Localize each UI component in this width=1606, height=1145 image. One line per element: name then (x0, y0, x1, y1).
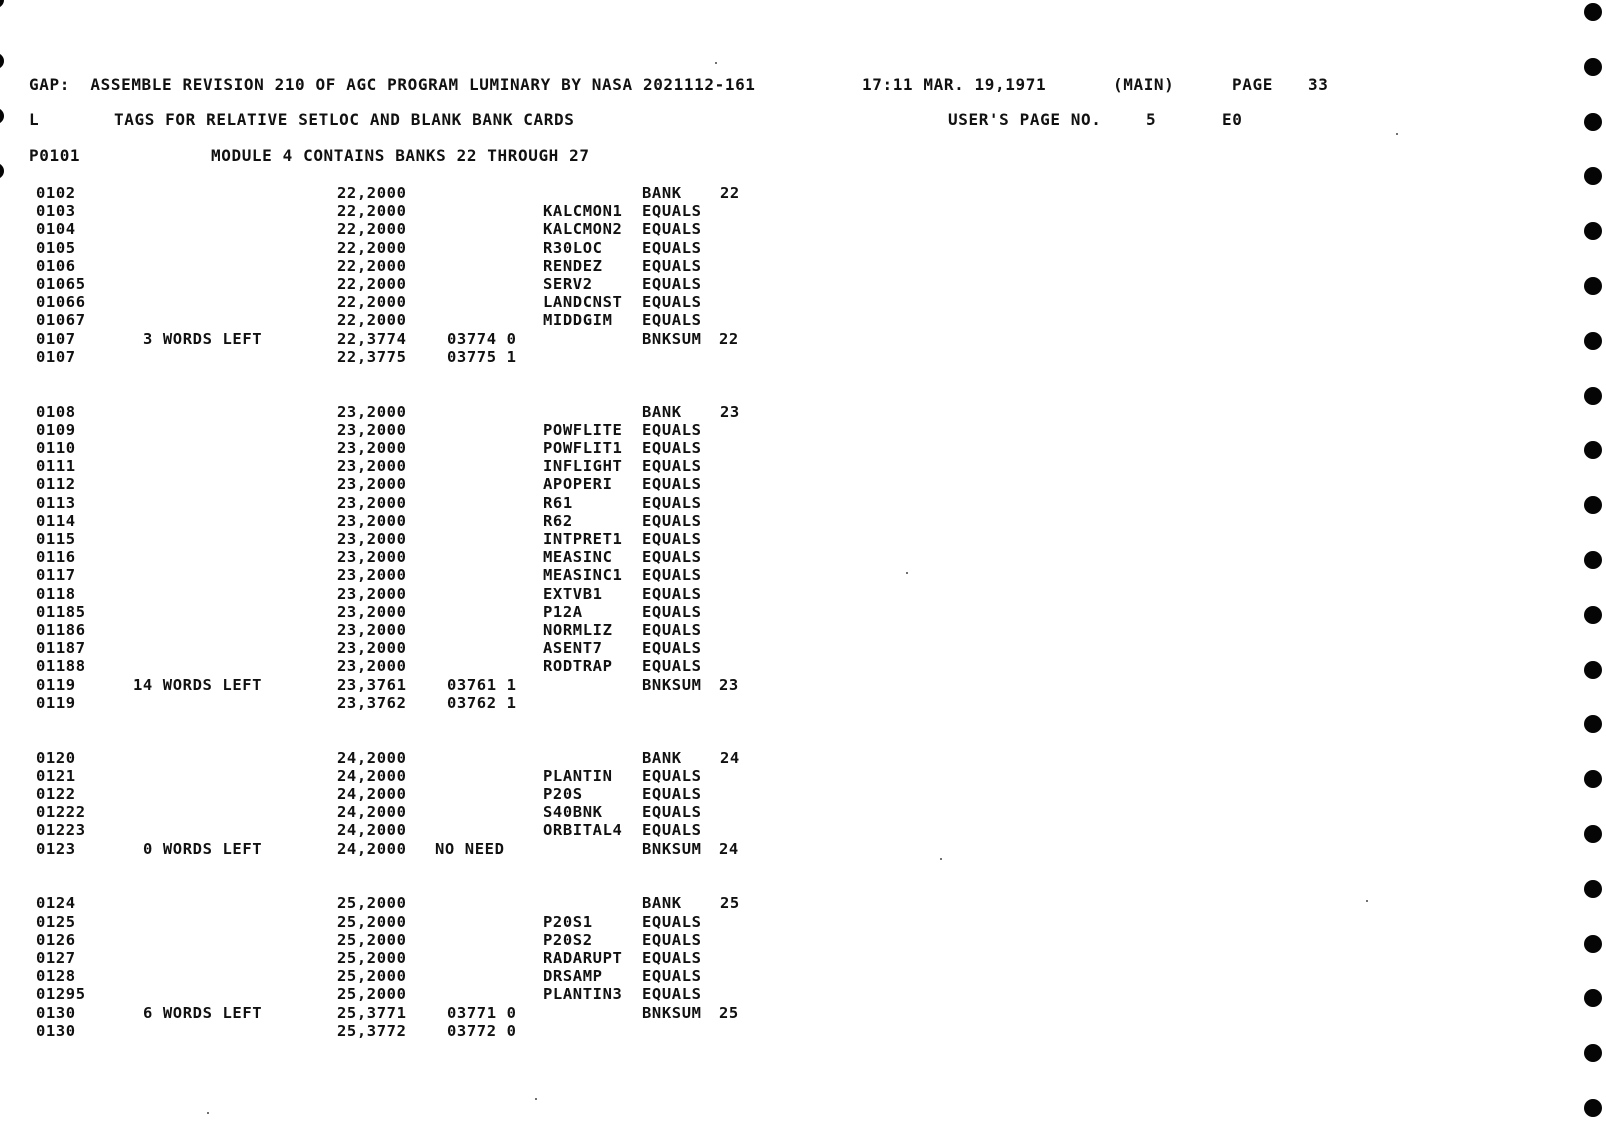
symbol-label: P20S2 (543, 931, 593, 949)
opcode: EQUALS (642, 439, 702, 457)
bank-address: 25,2000 (337, 913, 407, 931)
line-number: 0128 (36, 967, 76, 985)
operand: 24 (720, 749, 740, 767)
bank-address: 22,2000 (337, 257, 407, 275)
opcode: EQUALS (642, 639, 702, 657)
opcode: BNKSUM (642, 1004, 702, 1022)
bank-address: 22,3775 (337, 348, 407, 366)
sprocket-hole (0, 0, 4, 8)
line-number: 01065 (36, 275, 86, 293)
opcode: BNKSUM (642, 676, 702, 694)
bank-address: 22,2000 (337, 275, 407, 293)
tractor-feed-holes-right (1584, 0, 1606, 1145)
header-users-page-number: 5 (1146, 110, 1157, 129)
line-number: 0113 (36, 494, 76, 512)
bank-address: 23,2000 (337, 657, 407, 675)
symbol-label: MEASINC (543, 548, 613, 566)
words-left-comment: 0 WORDS LEFT (143, 840, 263, 858)
line-number: 0125 (36, 913, 76, 931)
opcode: EQUALS (642, 657, 702, 675)
bank-address: 23,2000 (337, 439, 407, 457)
symbol-label: P12A (543, 603, 583, 621)
opcode: EQUALS (642, 566, 702, 584)
symbol-label: RENDEZ (543, 257, 603, 275)
operand: 25 (719, 1004, 739, 1022)
line-number: 01186 (36, 621, 86, 639)
line-number: 0130 (36, 1022, 76, 1040)
bank-address: 22,2000 (337, 311, 407, 329)
sprocket-hole (1584, 551, 1602, 569)
sprocket-hole (1584, 387, 1602, 405)
sprocket-hole (1584, 935, 1602, 953)
line-number: 0110 (36, 439, 76, 457)
bank-address: 24,2000 (337, 840, 407, 858)
line-number: 0123 (36, 840, 76, 858)
opcode: EQUALS (642, 239, 702, 257)
bank-address: 22,2000 (337, 293, 407, 311)
opcode: EQUALS (642, 621, 702, 639)
sprocket-hole (1584, 332, 1602, 350)
sprocket-hole (1584, 1099, 1602, 1117)
opcode: EQUALS (642, 767, 702, 785)
line-number: 0103 (36, 202, 76, 220)
line-number: 01295 (36, 985, 86, 1003)
line-number: 01188 (36, 657, 86, 675)
sprocket-hole (1584, 770, 1602, 788)
line-number: 0118 (36, 585, 76, 603)
line-number: 0119 (36, 694, 76, 712)
symbol-label: R61 (543, 494, 573, 512)
print-speck (940, 858, 942, 860)
line-number: 0106 (36, 257, 76, 275)
print-speck (1366, 900, 1368, 902)
line-number: 0102 (36, 184, 76, 202)
symbol-label: R30LOC (543, 239, 603, 257)
opcode: EQUALS (642, 821, 702, 839)
line-number: 0104 (36, 220, 76, 238)
octal-value: NO NEED (435, 840, 505, 858)
symbol-label: ASENT7 (543, 639, 603, 657)
words-left-comment: 3 WORDS LEFT (143, 330, 263, 348)
header-code: E0 (1222, 110, 1243, 129)
print-speck (1396, 133, 1398, 135)
sprocket-hole (1584, 113, 1602, 131)
symbol-label: P20S1 (543, 913, 593, 931)
symbol-label: MEASINC1 (543, 566, 623, 584)
line-number: 01187 (36, 639, 86, 657)
opcode: EQUALS (642, 530, 702, 548)
sprocket-hole (1584, 277, 1602, 295)
bank-address: 25,2000 (337, 967, 407, 985)
header-timestamp: 17:11 MAR. 19,1971 (862, 75, 1047, 94)
line-number: 01185 (36, 603, 86, 621)
symbol-label: P20S (543, 785, 583, 803)
bank-address: 23,2000 (337, 621, 407, 639)
sprocket-hole (1584, 825, 1602, 843)
line-number: 0116 (36, 548, 76, 566)
opcode: BANK (642, 403, 682, 421)
sprocket-hole (1584, 715, 1602, 733)
line-number: 0107 (36, 348, 76, 366)
octal-value: 03761 1 (447, 676, 517, 694)
symbol-label: EXTVB1 (543, 585, 603, 603)
opcode: EQUALS (642, 293, 702, 311)
opcode: EQUALS (642, 548, 702, 566)
sprocket-hole (1584, 661, 1602, 679)
symbol-label: MIDDGIM (543, 311, 613, 329)
header-section-title: TAGS FOR RELATIVE SETLOC AND BLANK BANK CARDS (114, 110, 575, 129)
symbol-label: POWFLIT1 (543, 439, 623, 457)
bank-address: 23,2000 (337, 566, 407, 584)
opcode: EQUALS (642, 494, 702, 512)
bank-address: 23,3762 (337, 694, 407, 712)
symbol-label: S40BNK (543, 803, 603, 821)
opcode: EQUALS (642, 603, 702, 621)
bank-address: 23,2000 (337, 494, 407, 512)
line-number: 0114 (36, 512, 76, 530)
print-speck (715, 62, 717, 64)
opcode: EQUALS (642, 202, 702, 220)
words-left-comment: 6 WORDS LEFT (143, 1004, 263, 1022)
opcode: BNKSUM (642, 840, 702, 858)
operand: 22 (720, 184, 740, 202)
operand: 22 (719, 330, 739, 348)
bank-address: 23,3761 (337, 676, 407, 694)
bank-address: 22,2000 (337, 202, 407, 220)
symbol-label: SERV2 (543, 275, 593, 293)
bank-address: 23,2000 (337, 421, 407, 439)
bank-address: 23,2000 (337, 475, 407, 493)
bank-address: 24,2000 (337, 767, 407, 785)
opcode: EQUALS (642, 457, 702, 475)
octal-value: 03762 1 (447, 694, 517, 712)
opcode: BANK (642, 184, 682, 202)
module-line-number: P0101 (29, 146, 81, 165)
header-assembly-line: GAP: ASSEMBLE REVISION 210 OF AGC PROGRAM LUMINARY BY NASA 2021112-161 (29, 75, 756, 94)
header-page-number: 33 (1308, 75, 1329, 94)
bank-address: 25,2000 (337, 949, 407, 967)
bank-address: 22,2000 (337, 220, 407, 238)
line-number: 0107 (36, 330, 76, 348)
header-page-label: PAGE (1232, 75, 1273, 94)
bank-address: 23,2000 (337, 403, 407, 421)
sprocket-hole (1584, 1044, 1602, 1062)
sprocket-hole (1584, 606, 1602, 624)
words-left-comment: 14 WORDS LEFT (133, 676, 263, 694)
opcode: EQUALS (642, 275, 702, 293)
module-description: MODULE 4 CONTAINS BANKS 22 THROUGH 27 (211, 146, 590, 165)
opcode: EQUALS (642, 585, 702, 603)
line-number: 0127 (36, 949, 76, 967)
bank-address: 25,2000 (337, 931, 407, 949)
symbol-label: INTPRET1 (543, 530, 623, 548)
line-number: 0126 (36, 931, 76, 949)
symbol-label: LANDCNST (543, 293, 623, 311)
line-number: 0109 (36, 421, 76, 439)
line-number: 0119 (36, 676, 76, 694)
opcode: EQUALS (642, 311, 702, 329)
sprocket-hole (1584, 496, 1602, 514)
symbol-label: RADARUPT (543, 949, 623, 967)
octal-value: 03775 1 (447, 348, 517, 366)
line-number: 0111 (36, 457, 76, 475)
operand: 23 (719, 676, 739, 694)
opcode: EQUALS (642, 257, 702, 275)
octal-value: 03771 0 (447, 1004, 517, 1022)
print-speck (207, 1112, 209, 1114)
sprocket-hole (0, 163, 4, 179)
bank-address: 25,2000 (337, 985, 407, 1003)
header-section: (MAIN) (1113, 75, 1175, 94)
line-number: 0115 (36, 530, 76, 548)
symbol-label: POWFLITE (543, 421, 623, 439)
tractor-feed-holes-left (0, 0, 6, 1145)
symbol-label: DRSAMP (543, 967, 603, 985)
line-number: 01222 (36, 803, 86, 821)
bank-address: 22,3774 (337, 330, 407, 348)
bank-address: 24,2000 (337, 749, 407, 767)
operand: 25 (720, 894, 740, 912)
opcode: EQUALS (642, 220, 702, 238)
symbol-label: NORMLIZ (543, 621, 613, 639)
bank-address: 23,2000 (337, 548, 407, 566)
header-users-page-label: USER'S PAGE NO. (948, 110, 1102, 129)
operand: 24 (719, 840, 739, 858)
opcode: EQUALS (642, 931, 702, 949)
bank-address: 23,2000 (337, 512, 407, 530)
octal-value: 03772 0 (447, 1022, 517, 1040)
opcode: BANK (642, 894, 682, 912)
line-number: 01223 (36, 821, 86, 839)
bank-address: 25,3772 (337, 1022, 407, 1040)
line-number: 0120 (36, 749, 76, 767)
line-number: 0121 (36, 767, 76, 785)
symbol-label: APOPERI (543, 475, 613, 493)
symbol-label: KALCMON2 (543, 220, 623, 238)
bank-address: 23,2000 (337, 530, 407, 548)
sprocket-hole (1584, 222, 1602, 240)
line-number: 01066 (36, 293, 86, 311)
bank-address: 23,2000 (337, 585, 407, 603)
opcode: EQUALS (642, 913, 702, 931)
operand: 23 (720, 403, 740, 421)
line-number: 0130 (36, 1004, 76, 1022)
symbol-label: R62 (543, 512, 573, 530)
bank-address: 24,2000 (337, 785, 407, 803)
bank-address: 23,2000 (337, 457, 407, 475)
opcode: EQUALS (642, 785, 702, 803)
opcode: EQUALS (642, 421, 702, 439)
sprocket-hole (0, 108, 4, 124)
opcode: BANK (642, 749, 682, 767)
symbol-label: PLANTIN3 (543, 985, 623, 1003)
print-speck (906, 572, 908, 574)
sprocket-hole (1584, 167, 1602, 185)
opcode: EQUALS (642, 949, 702, 967)
line-number: 0108 (36, 403, 76, 421)
line-number: 0112 (36, 475, 76, 493)
bank-address: 22,2000 (337, 184, 407, 202)
opcode: BNKSUM (642, 330, 702, 348)
opcode: EQUALS (642, 512, 702, 530)
bank-address: 23,2000 (337, 603, 407, 621)
symbol-label: ORBITAL4 (543, 821, 623, 839)
symbol-label: INFLIGHT (543, 457, 623, 475)
symbol-label: KALCMON1 (543, 202, 623, 220)
bank-address: 24,2000 (337, 803, 407, 821)
line-number: 01067 (36, 311, 86, 329)
line-number: 0124 (36, 894, 76, 912)
sprocket-hole (1584, 441, 1602, 459)
octal-value: 03774 0 (447, 330, 517, 348)
line-number: 0117 (36, 566, 76, 584)
opcode: EQUALS (642, 985, 702, 1003)
line-number: 0105 (36, 239, 76, 257)
sprocket-hole (1584, 58, 1602, 76)
sprocket-hole (1584, 880, 1602, 898)
bank-address: 23,2000 (337, 639, 407, 657)
bank-address: 24,2000 (337, 821, 407, 839)
print-speck (535, 1098, 537, 1100)
sprocket-hole (1584, 989, 1602, 1007)
header-line-prefix: L (29, 110, 40, 129)
symbol-label: RODTRAP (543, 657, 613, 675)
opcode: EQUALS (642, 967, 702, 985)
line-number: 0122 (36, 785, 76, 803)
symbol-label: PLANTIN (543, 767, 613, 785)
opcode: EQUALS (642, 803, 702, 821)
sprocket-hole (0, 53, 4, 69)
bank-address: 25,2000 (337, 894, 407, 912)
opcode: EQUALS (642, 475, 702, 493)
bank-address: 22,2000 (337, 239, 407, 257)
bank-address: 25,3771 (337, 1004, 407, 1022)
sprocket-hole (1584, 3, 1602, 21)
